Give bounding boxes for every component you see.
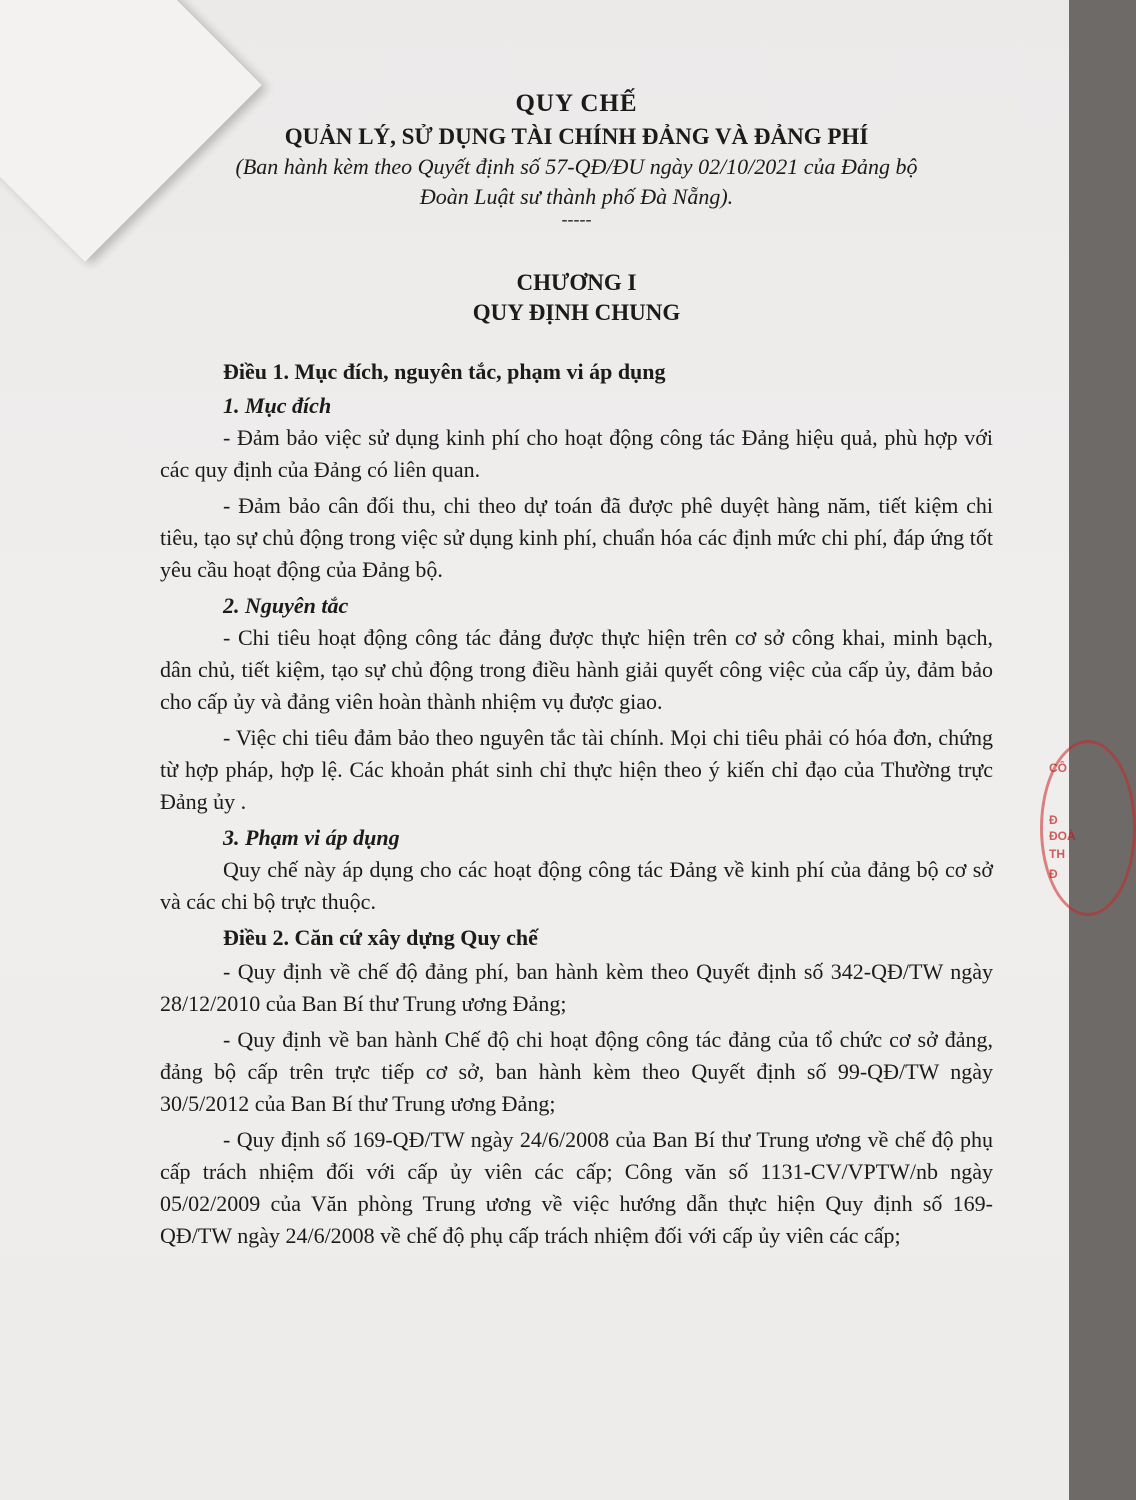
article-2-paragraph-2: - Quy định về ban hành Chế độ chi hoạt động công tác đảng của tổ chức cơ sở đảng, đảng bộ cấp trên trực tiếp cơ sở, ban hành kèm theo Quyết định số 99-QĐ/TW ngày 30/5/2012 của Ban Bí thư Trung ương Đảng; — [160, 1027, 993, 1116]
red-seal-stamp — [1040, 740, 1136, 916]
document-title: QUY CHẾ — [515, 90, 638, 117]
article-2-heading: Điều 2. Căn cứ xây dựng Quy chế — [223, 925, 538, 950]
document-subtitle: QUẢN LÝ, SỬ DỤNG TÀI CHÍNH ĐẢNG VÀ ĐẢNG PHÍ — [284, 124, 869, 149]
section-1-paragraph-2: - Đảm bảo cân đối thu, chi theo dự toán đã được phê duyệt hàng năm, tiết kiệm chi tiêu, tạo sự chủ động trong việc sử dụng kinh phí, chuẩn hóa các định mức chi phí, đáp ứng tốt yêu cầu hoạt động của Đảng bộ. — [160, 493, 993, 582]
section-3-heading: 3. Phạm vi áp dụng — [223, 825, 400, 850]
article-2-paragraph-1: - Quy định về chế độ đảng phí, ban hành kèm theo Quyết định số 342-QĐ/TW ngày 28/12/2010 của Ban Bí thư Trung ương Đảng; — [160, 959, 993, 1016]
section-2-heading: 2. Nguyên tắc — [223, 593, 349, 618]
stamp-text-4: TH — [1049, 847, 1065, 861]
article-1-heading: Điều 1. Mục đích, nguyên tắc, phạm vi áp dụng — [223, 359, 666, 384]
title-divider: ----- — [561, 209, 592, 229]
article-2-paragraph-3: - Quy định số 169-QĐ/TW ngày 24/6/2008 của Ban Bí thư Trung ương về chế độ phụ cấp trách nhiệm đối với cấp ủy viên các cấp; Công văn số 1131-CV/VPTW/nb ngày 05/02/2009 của Văn phòng Trung ương về việc hướng dẫn thực hiện Quy định số 169-QĐ/TW ngày 24/6/2008 về chế độ phụ cấp trách nhiệm đối với cấp ủy viên các cấp; — [160, 1127, 993, 1248]
chapter-number: CHƯƠNG I — [516, 270, 637, 295]
stamp-text-5: Đ — [1049, 867, 1058, 881]
issued-note-line2: Đoàn Luật sư thành phố Đà Nẵng). — [419, 184, 734, 209]
chapter-title: QUY ĐỊNH CHUNG — [472, 300, 681, 325]
section-1-heading: 1. Mục đích — [223, 393, 332, 418]
section-2-paragraph-2: - Việc chi tiêu đảm bảo theo nguyên tắc tài chính. Mọi chi tiêu phải có hóa đơn, chứng từ hợp pháp, hợp lệ. Các khoản phát sinh chỉ thực hiện theo ý kiến chỉ đạo của Thường trực Đảng ủy . — [160, 725, 993, 814]
document-body — [160, 86, 993, 1256]
stamp-text-1: CÔ — [1049, 761, 1067, 775]
stamp-text-2: Đ — [1049, 813, 1058, 827]
section-2-paragraph-1: - Chi tiêu hoạt động công tác đảng được thực hiện trên cơ sở công khai, minh bạch, dân chủ, tiết kiệm, tạo sự chủ động trong điều hành giải quyết công việc của cấp ủy, đảm bảo cho cấp ủy và đảng viên hoàn thành nhiệm vụ được giao. — [160, 625, 993, 714]
stamp-text-3: ĐOÀ — [1049, 829, 1076, 843]
section-3-paragraph-1: Quy chế này áp dụng cho các hoạt động công tác Đảng về kinh phí của đảng bộ cơ sở và các chi bộ trực thuộc. — [160, 857, 993, 914]
issued-note-line1: (Ban hành kèm theo Quyết định số 57-QĐ/ĐU ngày 02/10/2021 của Đảng bộ — [235, 154, 918, 179]
section-1-paragraph-1: - Đảm bảo việc sử dụng kinh phí cho hoạt động công tác Đảng hiệu quả, phù hợp với các quy định của Đảng có liên quan. — [160, 425, 993, 482]
